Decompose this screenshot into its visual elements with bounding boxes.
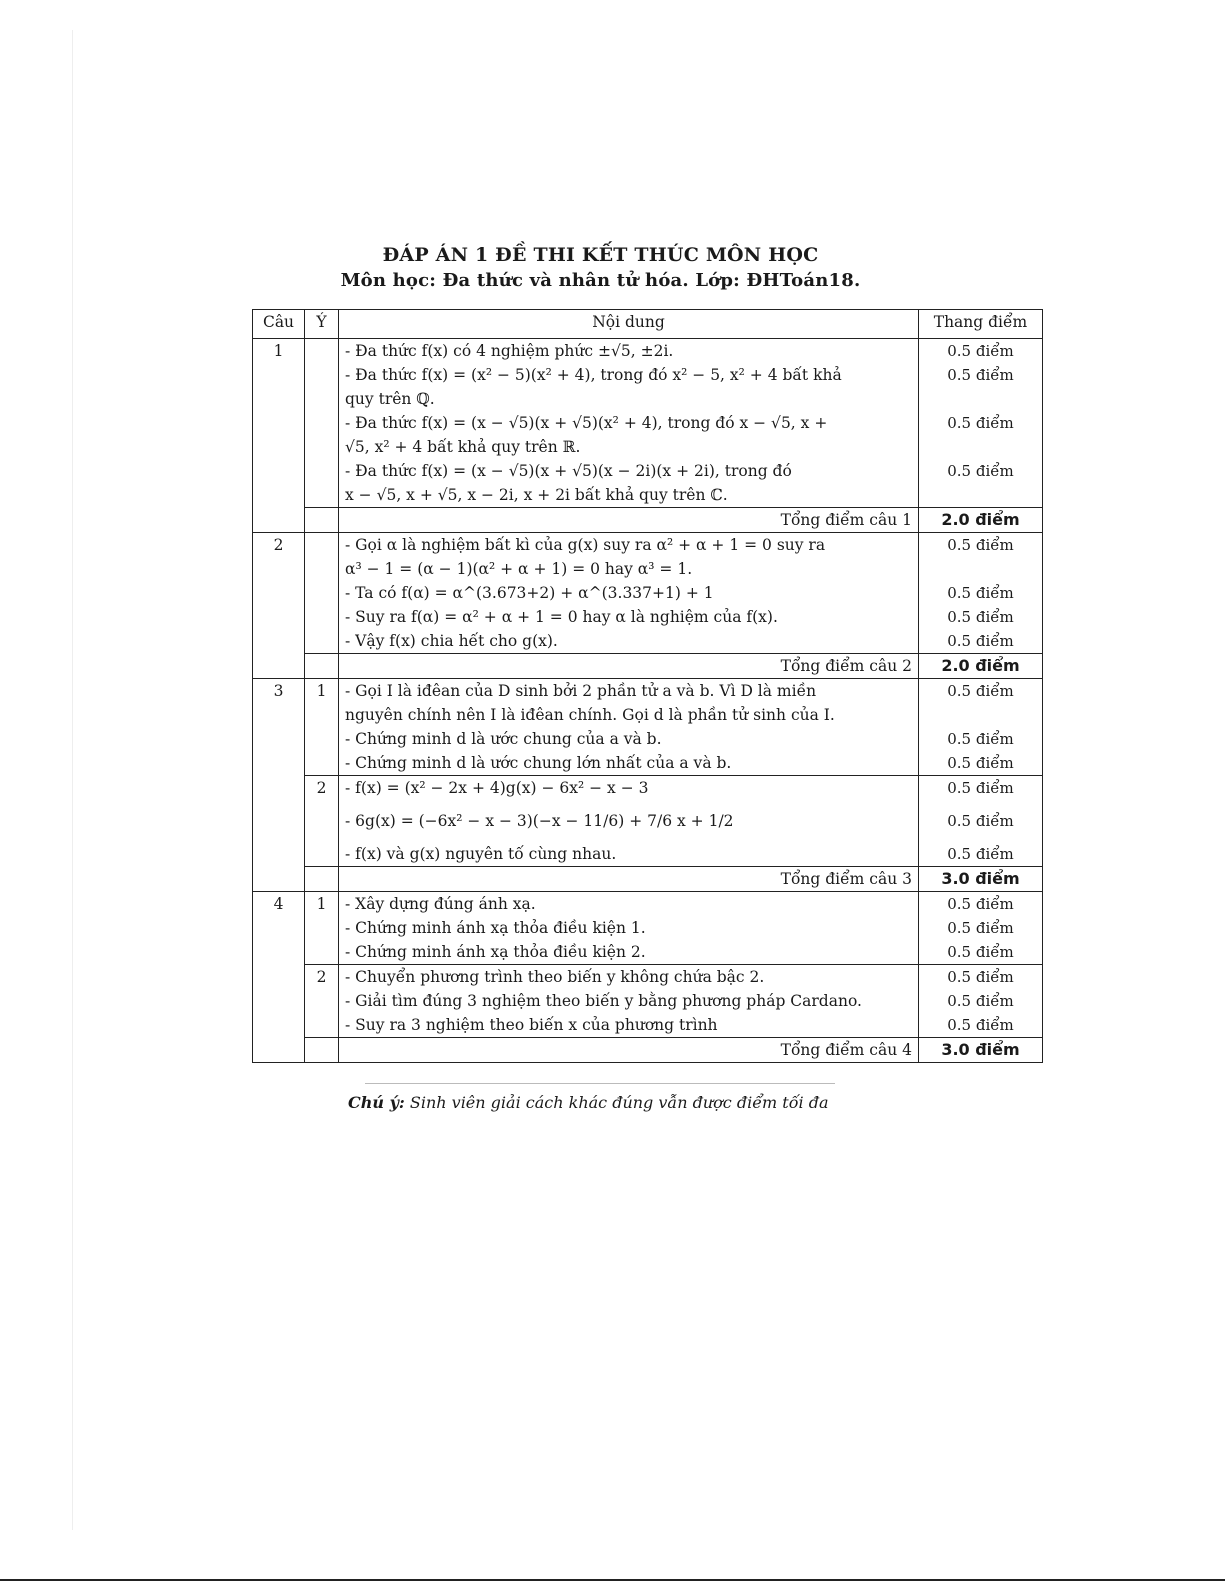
- total-value: 2.0 điểm: [919, 508, 1043, 533]
- score-value: 0.5 điểm: [947, 414, 1014, 432]
- score-value: 0.5 điểm: [947, 462, 1014, 480]
- content-line: - Chứng minh d là ước chung của a và b.: [345, 730, 662, 748]
- content-line: - Đa thức f(x) có 4 nghiệm phức ±√5, ±2i.: [345, 342, 674, 360]
- question-number: 1: [253, 339, 305, 508]
- content-line: - 6g(x) = (−6x² − x − 3)(−x − 11/6) + 7/6 x + 1/2: [345, 812, 734, 830]
- content-line: - Đa thức f(x) = (x − √5)(x + √5)(x² + 4), trong đó x − √5, x +: [345, 414, 828, 432]
- score-value: 0.5 điểm: [947, 342, 1014, 360]
- score-value: 0.5 điểm: [947, 730, 1014, 748]
- part-number: 2: [305, 776, 339, 867]
- total-row: [253, 867, 1043, 892]
- content-line: - Gọi α là nghiệm bất kì của g(x) suy ra α² + α + 1 = 0 suy ra: [345, 536, 826, 554]
- score-value: 0.5 điểm: [947, 992, 1014, 1010]
- total-value: 3.0 điểm: [919, 1038, 1043, 1063]
- content-line: quy trên ℚ.: [345, 390, 435, 408]
- total-value: 3.0 điểm: [919, 867, 1043, 892]
- content-line: - Chứng minh ánh xạ thỏa điều kiện 1.: [345, 919, 646, 937]
- question-number: 2: [253, 533, 305, 654]
- total-label: Tổng điểm câu 3: [339, 867, 919, 892]
- part-number: 1: [305, 892, 339, 965]
- content-line: √5, x² + 4 bất khả quy trên ℝ.: [345, 438, 581, 456]
- total-row: [253, 508, 1043, 533]
- score-value: 0.5 điểm: [947, 1016, 1014, 1034]
- header-noi-dung: Nội dung: [339, 310, 919, 339]
- table-row: [253, 339, 1043, 508]
- total-row: [253, 1038, 1043, 1063]
- header-cau: Câu: [253, 310, 305, 339]
- content-cell: [339, 892, 919, 965]
- part-cell: [305, 533, 339, 654]
- total-label: Tổng điểm câu 1: [339, 508, 919, 533]
- score-cell: [919, 533, 1043, 654]
- content-line: - Chuyển phương trình theo biến y không chứa bậc 2.: [345, 968, 765, 986]
- note-divider: [365, 1083, 835, 1084]
- score-value: 0.5 điểm: [947, 779, 1014, 797]
- score-value: 0.5 điểm: [947, 895, 1014, 913]
- score-value: 0.5 điểm: [947, 536, 1014, 554]
- score-value: 0.5 điểm: [947, 919, 1014, 937]
- page-title: ĐÁP ÁN 1 ĐỀ THI KẾT THÚC MÔN HỌC: [382, 244, 819, 266]
- content-line: x − √5, x + √5, x − 2i, x + 2i bất khả quy trên ℂ.: [345, 486, 728, 504]
- score-value: 0.5 điểm: [947, 632, 1014, 650]
- question-number: 4: [253, 892, 305, 965]
- footnote-label: Chú ý:: [348, 1093, 405, 1112]
- answer-table: [252, 309, 1043, 1063]
- content-line: - Ta có f(α) = α^(3.673+2) + α^(3.337+1) + 1: [345, 584, 714, 602]
- table-header-row: [253, 310, 1043, 339]
- content-line: - f(x) = (x² − 2x + 4)g(x) − 6x² − x − 3: [345, 779, 649, 797]
- content-cell: [339, 679, 919, 776]
- score-value: 0.5 điểm: [947, 608, 1014, 626]
- content-line: - Đa thức f(x) = (x² − 5)(x² + 4), trong đó x² − 5, x² + 4 bất khả: [345, 366, 842, 384]
- score-cell: [919, 892, 1043, 965]
- total-label: Tổng điểm câu 4: [339, 1038, 919, 1063]
- content-line: - Suy ra f(α) = α² + α + 1 = 0 hay α là nghiệm của f(x).: [345, 608, 778, 626]
- score-value: 0.5 điểm: [947, 584, 1014, 602]
- scan-bottom-edge: [0, 1579, 1225, 1581]
- table-row: [253, 776, 1043, 867]
- score-cell: [919, 679, 1043, 776]
- question-number: 3: [253, 679, 305, 776]
- score-cell: [919, 965, 1043, 1038]
- header-thang-diem: Thang điểm: [919, 310, 1043, 339]
- score-value: 0.5 điểm: [947, 812, 1014, 830]
- part-number: 2: [305, 965, 339, 1038]
- content-line: - Gọi I là iđêan của D sinh bởi 2 phần tử a và b. Vì D là miền: [345, 682, 817, 700]
- part-cell: [305, 339, 339, 508]
- content-line: - Suy ra 3 nghiệm theo biến x của phương trình: [345, 1016, 718, 1034]
- score-value: 0.5 điểm: [947, 366, 1014, 384]
- score-value: 0.5 điểm: [947, 845, 1014, 863]
- part-number: 1: [305, 679, 339, 776]
- content-line: nguyên chính nên I là iđêan chính. Gọi d là phần tử sinh của I.: [345, 706, 835, 724]
- score-cell: [919, 339, 1043, 508]
- content-line: - Giải tìm đúng 3 nghiệm theo biến y bằng phương pháp Cardano.: [345, 992, 862, 1010]
- total-label: Tổng điểm câu 2: [339, 654, 919, 679]
- content-cell: [339, 339, 919, 508]
- content-cell: [339, 533, 919, 654]
- page-subtitle: Môn học: Đa thức và nhân tử hóa. Lớp: ĐHToán18.: [340, 270, 861, 291]
- total-row: [253, 654, 1043, 679]
- score-cell: [919, 776, 1043, 867]
- score-value: 0.5 điểm: [947, 754, 1014, 772]
- total-value: 2.0 điểm: [919, 654, 1043, 679]
- table-row: [253, 892, 1043, 965]
- content-line: - Chứng minh d là ước chung lớn nhất của a và b.: [345, 754, 732, 772]
- content-line: α³ − 1 = (α − 1)(α² + α + 1) = 0 hay α³ = 1.: [345, 560, 693, 578]
- score-value: 0.5 điểm: [947, 943, 1014, 961]
- content-line: - Đa thức f(x) = (x − √5)(x + √5)(x − 2i)(x + 2i), trong đó: [345, 462, 792, 480]
- header-y: Ý: [305, 310, 339, 339]
- content-line: - Chứng minh ánh xạ thỏa điều kiện 2.: [345, 943, 646, 961]
- content-line: - Vậy f(x) chia hết cho g(x).: [345, 632, 558, 650]
- content-cell: [339, 776, 919, 867]
- score-value: 0.5 điểm: [947, 682, 1014, 700]
- table-row: [253, 533, 1043, 654]
- table-row: [253, 965, 1043, 1038]
- score-value: 0.5 điểm: [947, 968, 1014, 986]
- content-line: - Xây dựng đúng ánh xạ.: [345, 895, 536, 913]
- footnote-text: Sinh viên giải cách khác đúng vẫn được điểm tối đa: [409, 1093, 829, 1112]
- footnote: [348, 1093, 829, 1112]
- table-row: [253, 679, 1043, 776]
- content-cell: [339, 965, 919, 1038]
- content-line: - f(x) và g(x) nguyên tố cùng nhau.: [345, 845, 617, 863]
